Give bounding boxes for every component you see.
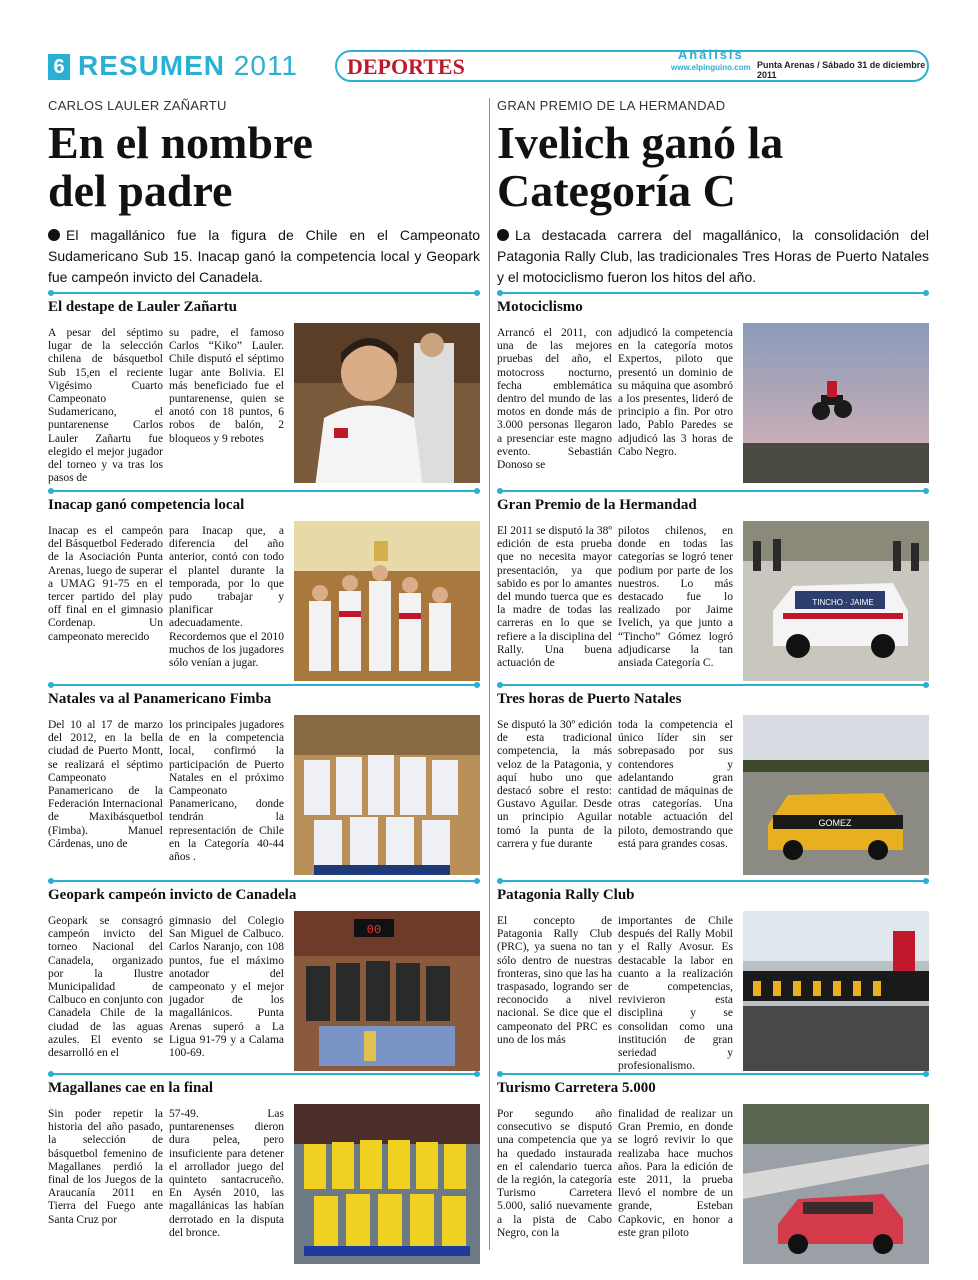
- story-text-col1: Geopark se consagró campeón invicto del torneo Nacional del Canadela, organizado por la Ilustre Municipalidad de Calbuco en conjunto con Canadela Chile de la ciudad de las aguas azules. El evento se desarrolló en el: [48, 915, 163, 1060]
- story-title: Magallanes cae en la final: [48, 1080, 213, 1096]
- story-text-col1: El 2011 se disputó la 38º edición de esta prueba que no necesita mayor presentación, ya que sabido es por lo amantes del mundo tuerca que es la madre de todas las carreras en lo que se refiere a la disciplina del Rally. Una buena actuación de: [497, 525, 612, 670]
- story-rule: [497, 880, 929, 882]
- resumen-label: RESUMEN: [78, 50, 226, 81]
- story-natales: [48, 684, 480, 885]
- story-text-col1: Se disputó la 30º edición de esta tradicional competencia, la más veloz de la Patagonia, y aquí hubo uno que destacó sobre el resto: Gustavo Aguilar. Desde un principio Aguilar tomó la punta de la carrera y fue durante: [497, 719, 612, 850]
- story-title: Tres horas de Puerto Natales: [497, 691, 682, 707]
- newspaper-logo: [671, 48, 751, 74]
- story-title: Geopark campeón invicto de Canadela: [48, 887, 297, 903]
- story-title: El destape de Lauler Zañartu: [48, 299, 237, 315]
- story-text-col2: para Inacap que, a diferencia del año anterior, contó con todo el plantel durante la temporada, por lo que pudo trabajar y planificar adecuadamente. Recordemos que el 2010 muchos de los jugadores sólo venían a jugar.: [169, 525, 284, 670]
- story-text-col2: los principales jugadores de en la competencia local, confirmó la participación de Puerto Natales en el próximo Campeonato Panamericano, donde tendrán la representación de Chile en la Categoría 40-44 años .: [169, 719, 284, 864]
- resumen-year: 2011: [233, 50, 299, 81]
- story-title: Gran Premio de la Hermandad: [497, 497, 697, 513]
- story-text-col2: importantes de Chile después del Rally Mobil y el Rally Avosur. Es destacable la labor en cuanto a la realización de competencias, revivieron esta disciplina y se consolidan como una institución de gran seriedad y profesionalismo.: [618, 915, 733, 1073]
- right-kicker: GRAN PREMIO DE LA HERMANDAD: [497, 98, 726, 113]
- page-number: 6: [48, 54, 70, 80]
- story-text-col2: adjudicó la competencia en la categoría motos Expertos, piloto que presentó un dominio de su máquina que asombró a los presentes, lideró de principio a fin. Por otro lado, Pablo Paredes se adjudicó las 3 horas de Cabo Negro.: [618, 327, 733, 458]
- left-lead: [48, 225, 480, 288]
- story-rule: [497, 684, 929, 686]
- story-text-col2: 57-49. Las puntarenenses dieron dura pelea, pero insuficiente para detener el arrollador juego del quinteto santacruceño. En Aysén 2010, las magallánicas las habían derrotado en la disputa del bronce.: [169, 1108, 284, 1239]
- story-geopark: [48, 880, 480, 1081]
- logo-url: www.elpinguino.com: [671, 63, 751, 72]
- story-text-col1: Sin poder repetir la historia del año pasado, la selección de básquetbol femenino de Magallanes perdió la final de los Juegos de la Araucanía 2011 en Tierra del Fuego ante Santa Cruz por: [48, 1108, 163, 1226]
- story-rule: [48, 490, 480, 492]
- rally-car-photo: [743, 521, 929, 681]
- bullet-icon: [497, 229, 509, 241]
- left-kicker: CARLOS LAULER ZAÑARTU: [48, 98, 227, 113]
- left-headline: En el nombre del padre: [48, 117, 313, 216]
- story-title: Inacap ganó competencia local: [48, 497, 245, 513]
- story-rule: [48, 1073, 480, 1075]
- story-text-col2: pilotos chilenos, en donde en todas las categorías se logró tener podium por parte de los nuestros. Lo más destacado fue lo realizado por Jaime Ivelich, ya que junto a “Tincho” Gómez logró adjudicarse la tan ansiada Categoría C.: [618, 525, 733, 670]
- story-title: Natales va al Panamericano Fimba: [48, 691, 272, 707]
- geopark-team-photo: [294, 911, 480, 1071]
- story-text-col1: Por segundo año consecutivo se disputó una competencia que ya ha quedado instaurada en el calendario tuerca de la región, la categoría Turismo Carretera 5.000, salió nuevamente a la pista de Cabo Negro, con la: [497, 1108, 612, 1239]
- story-text-col1: Del 10 al 17 de marzo del 2012, en la bella ciudad de Puerto Montt, se realizará el séptimo Campeonato Panamericano de la Federación Internacional de Maxibásquetbol (Fimba). Manuel Cárdenas, uno de: [48, 719, 163, 850]
- right-lead-text: La destacada carrera del magallánico, la consolidación del Patagonia Rally Club, las tradicionales Tres Horas de Puerto Natales y el motociclismo fueron los hitos del año.: [497, 227, 929, 285]
- story-rule: [497, 490, 929, 492]
- story-rule: [48, 880, 480, 882]
- motocross-photo: [743, 323, 929, 483]
- bullet-icon: [48, 229, 60, 241]
- story-text-col2: su padre, el famoso Carlos “Kiko” Lauler. Chile disputó el séptimo lugar ante Bolivia. El más beneficiado fue el puntarenense, quien se anotó con 18 puntos, 6 robos de balón, 2 bloqueos y 9 rebotes: [169, 327, 284, 445]
- story-text-col2: toda la competencia el único líder sin ser sobrepasado por sus contendores y adelantando gran cantidad de máquinas de otras categorías. Una notable actuación del piloto, demostrando que está para grandes cosas.: [618, 719, 733, 850]
- story-motociclismo: [497, 292, 929, 493]
- right-article: [497, 98, 929, 288]
- story-gran-premio: [497, 490, 929, 691]
- left-article: [48, 98, 480, 288]
- section-name: DEPORTES: [347, 54, 465, 79]
- story-inacap: [48, 490, 480, 691]
- story-text-col1: Arrancó el 2011, con una de las mejores pruebas del año, el motocross nocturno, fecha emblemática dentro del mundo de las motos en donde más de 3.000 personas llegaron a presenciar este magno evento. Sebastián Donoso se: [497, 327, 612, 472]
- rally-car-text: TINCHO · JAIME: [812, 598, 874, 607]
- basketball-player-photo: [294, 323, 480, 483]
- story-tres-horas: [497, 684, 929, 885]
- story-lauler: [48, 292, 480, 493]
- natales-team-photo: [294, 715, 480, 875]
- story-turismo-carretera: [497, 1073, 929, 1274]
- magallanes-team-photo: [294, 1104, 480, 1264]
- right-lead: [497, 225, 929, 288]
- story-rule: [497, 292, 929, 294]
- resumen-title: [78, 50, 298, 82]
- issue-date: Punta Arenas / Sábado 31 de diciembre 2011: [757, 60, 926, 80]
- section-bar: [335, 47, 929, 82]
- story-text-col2: finalidad de realizar un Gran Premio, en donde se logró revivir lo que realizaba hace muchos años. Para la edición de este 2011, la prueba llevó el nombre de un grande, Esteban Capkovic, en honor a este gran piloto: [618, 1108, 733, 1239]
- story-rule: [48, 684, 480, 686]
- race-car-photo: [743, 715, 929, 875]
- page-header: [48, 48, 930, 86]
- turismo-car-photo: [743, 1104, 929, 1264]
- story-text-col1: A pesar del séptimo lugar de la selección chilena de básquetbol Sub 15,en el reciente Vigésimo Cuarto Campeonato Sudamericano, el puntarenense Carlos Lauler Zañartu fue elegido el mejor jugador del torneo y va tras los pasos de: [48, 327, 163, 485]
- story-rule: [48, 292, 480, 294]
- story-text-col1: El concepto de Patagonia Rally Club (PRC), ya suena no tan sólo dentro de nuestras fronteras, sino que las ha traspasado, logrando ser reconocido a nivel nacional. Se dice que el campeonato del PRC es uno de los más: [497, 915, 612, 1046]
- inacap-team-photo: [294, 521, 480, 681]
- story-text-col1: Inacap es el campeón del Básquetbol Federado de la Asociación Punta Arenas, luego de superar a UMAG 91-75 en el tercer partido del play off final en el gimnasio Cordenap. Un campeonato merecido: [48, 525, 163, 643]
- story-title: Motociclismo: [497, 299, 583, 315]
- rally-club-crowd-photo: [743, 911, 929, 1071]
- story-title: Patagonia Rally Club: [497, 887, 635, 903]
- logo-name: Análisis: [677, 47, 744, 62]
- story-patagonia-rally: [497, 880, 929, 1081]
- story-magallanes: [48, 1073, 480, 1274]
- story-text-col2: gimnasio del Colegio San Miguel de Calbuco. Carlos Naranjo, con 108 puntos, fue el máximo anotador del campeonato y el mejor jugador de los magallánicos. Punta Arenas superó a La Ligua 91-79 y a Calama 100-69.: [169, 915, 284, 1060]
- story-rule: [497, 1073, 929, 1075]
- scoreboard-text: 00: [366, 923, 382, 937]
- race-car-text: GOMEZ: [818, 818, 852, 828]
- right-headline: Ivelich ganó la Categoría C: [497, 117, 784, 216]
- left-lead-text: El magallánico fue la figura de Chile en el Campeonato Sudamericano Sub 15. Inacap ganó la competencia local y Geopark fue campeón invicto del Canadela.: [48, 227, 480, 285]
- column-divider: [489, 98, 490, 1250]
- story-title: Turismo Carretera 5.000: [497, 1080, 656, 1096]
